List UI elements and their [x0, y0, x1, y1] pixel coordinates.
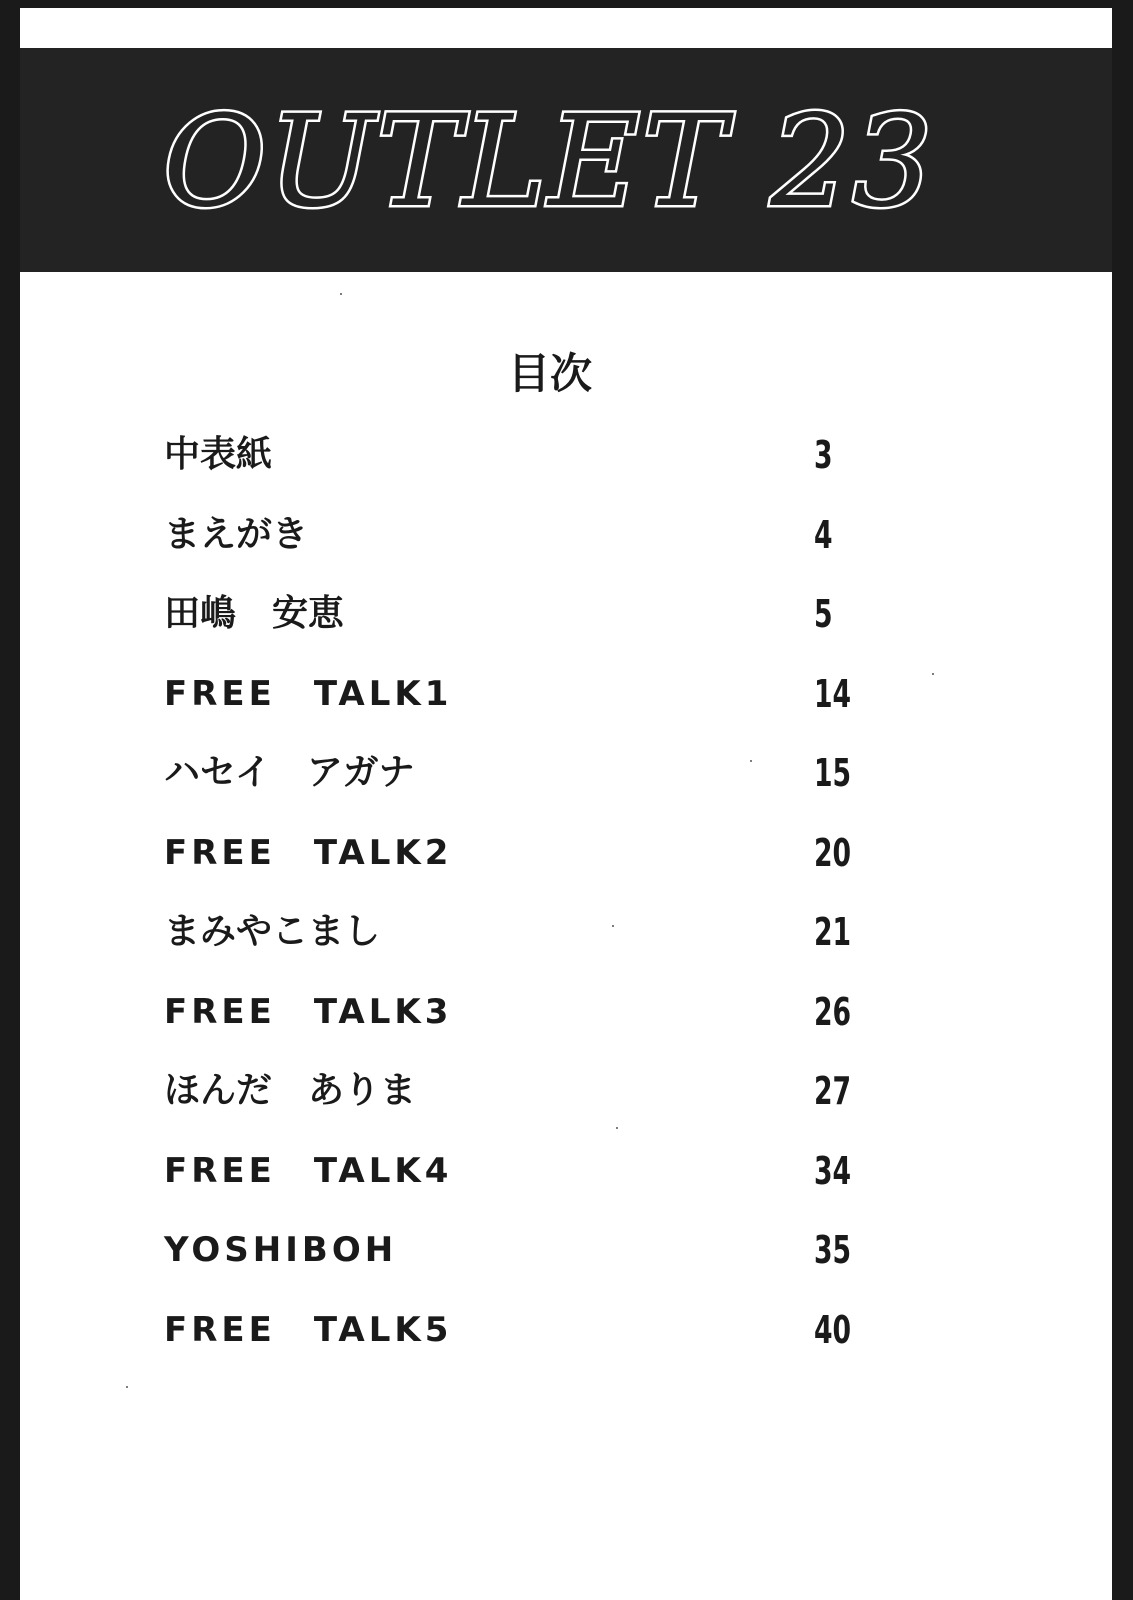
toc-entry-page-number: 35 — [814, 1228, 852, 1272]
toc-entry-title: 田嶋 安恵 — [164, 593, 345, 634]
table-of-contents — [164, 430, 884, 1384]
toc-entry — [164, 1225, 884, 1305]
paper-speck — [932, 673, 934, 675]
toc-entry-page-number: 27 — [814, 1069, 852, 1113]
toc-heading: 目次 — [507, 349, 592, 398]
toc-entry-title: まえがき — [164, 513, 309, 555]
toc-entry-title: YOSHIBOH — [164, 1230, 398, 1270]
book-title: OUTLET 23 — [163, 88, 935, 235]
toc-entry — [164, 907, 884, 987]
toc-entry-page-number: 21 — [814, 910, 852, 954]
toc-entry-page-number: 5 — [814, 592, 833, 636]
toc-entry — [164, 1066, 884, 1146]
toc-entry-title: ほんだ ありま — [164, 1070, 417, 1111]
paper-speck — [126, 1386, 128, 1388]
toc-entry-page-number: 14 — [814, 671, 852, 716]
toc-entry-title: 中表紙 — [164, 434, 273, 475]
toc-entry — [164, 748, 884, 828]
toc-entry-title: FREE TALK1 — [164, 673, 453, 714]
toc-entry-page-number: 40 — [814, 1307, 852, 1352]
toc-entry-title: FREE TALK5 — [164, 1309, 453, 1350]
toc-entry-title: ハセイ アガナ — [164, 752, 415, 793]
toc-entry-page-number: 3 — [814, 433, 833, 477]
toc-entry — [164, 1146, 884, 1226]
toc-entry-title: FREE TALK4 — [164, 1150, 453, 1191]
toc-entry — [164, 987, 884, 1067]
paper-speck — [340, 293, 342, 295]
paper-speck — [616, 1127, 618, 1129]
toc-entry-title: まみやこまし — [164, 911, 381, 952]
toc-entry — [164, 589, 884, 669]
toc-entry-title: FREE TALK2 — [164, 832, 453, 873]
toc-entry — [164, 828, 884, 908]
toc-entry — [164, 430, 884, 510]
toc-entry-page-number: 15 — [814, 751, 852, 795]
toc-entry-page-number: 4 — [814, 512, 833, 557]
toc-entry-page-number: 34 — [814, 1148, 852, 1193]
paper-speck — [750, 760, 752, 762]
toc-entry-page-number: 20 — [814, 830, 852, 875]
paper-speck — [612, 925, 614, 927]
toc-entry — [164, 510, 884, 590]
toc-entry-title: FREE TALK3 — [164, 991, 453, 1032]
toc-entry — [164, 669, 884, 749]
toc-entry-page-number: 26 — [814, 989, 852, 1034]
toc-entry — [164, 1305, 884, 1385]
